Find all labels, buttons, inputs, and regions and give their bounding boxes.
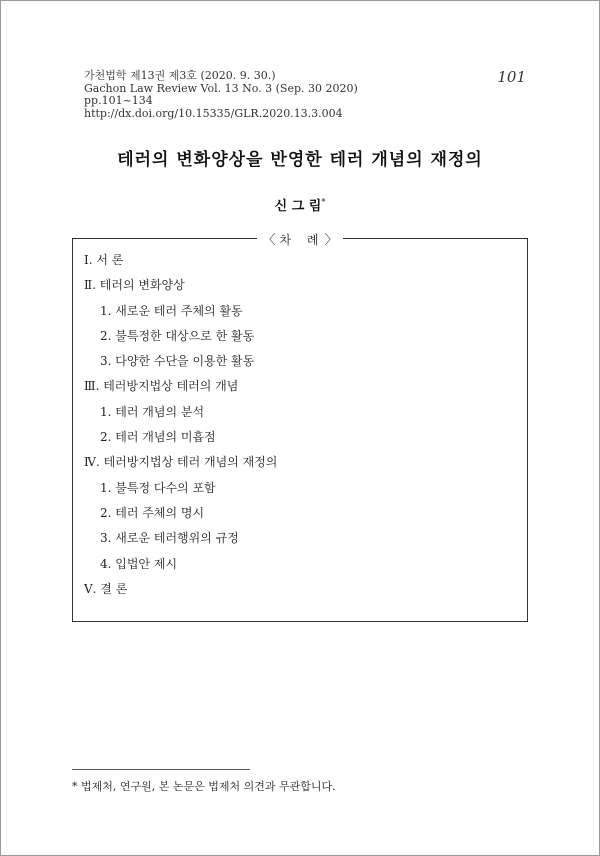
page-number: 101	[497, 68, 526, 86]
footnote-divider	[72, 769, 250, 770]
toc-list	[84, 252, 277, 606]
toc-subsection-item: 2. 테러 개념의 미흡점	[100, 430, 216, 445]
toc-bracket-left: 〈	[262, 233, 276, 248]
toc-section-item: Ⅱ. 테러의 변화양상	[84, 278, 185, 293]
toc-subsection-item: 3. 새로운 테러행위의 규정	[100, 531, 239, 546]
paper-title: 테러의 변화양상을 반영한 테러 개념의 재정의	[117, 150, 483, 170]
toc-section-item: Ⅰ. 서 론	[84, 253, 124, 267]
toc-label: 차 례	[279, 233, 325, 247]
toc-section-item: Ⅲ. 테러방지법상 테러의 개념	[84, 379, 239, 394]
toc-bracket-right: 〉	[324, 233, 338, 248]
toc-subsection-item: 4. 입법안 제시	[100, 556, 178, 571]
toc-heading	[0, 229, 600, 248]
toc-subsection-item: 2. 불특정한 대상으로 한 활동	[100, 328, 255, 343]
toc-subsection-item: 2. 테러 주체의 명시	[100, 505, 205, 520]
doi-link[interactable]: http://dx.doi.org/10.15335/GLR.2020.13.3.004	[84, 106, 343, 120]
page-range: pp.101~134	[84, 94, 153, 107]
author-footnote: * 법제처, 연구원, 본 논문은 법제처 의견과 무관합니다.	[72, 780, 336, 793]
author-name: 신 그 림	[274, 199, 322, 214]
toc-subsection-item: 1. 테러 개념의 분석	[100, 404, 205, 419]
journal-header	[84, 70, 358, 120]
toc-subsection-item: 3. 다양한 수단을 이용한 활동	[100, 354, 255, 369]
toc-section-item: Ⅴ. 결 론	[84, 581, 128, 596]
journal-korean-citation: 가천법학 제13권 제3호 (2020. 9. 30.)	[84, 69, 276, 82]
toc-subsection-item: 1. 불특정 다수의 포함	[100, 480, 216, 495]
toc-subsection-item: 1. 새로운 테러 주체의 활동	[100, 303, 243, 318]
journal-english-citation: Gachon Law Review Vol. 13 No. 3 (Sep. 30 2020)	[84, 81, 358, 95]
toc-section-item: Ⅳ. 테러방지법상 테러 개념의 재정의	[84, 455, 278, 470]
author-footnote-mark: *	[321, 197, 326, 207]
author-line	[0, 195, 600, 214]
